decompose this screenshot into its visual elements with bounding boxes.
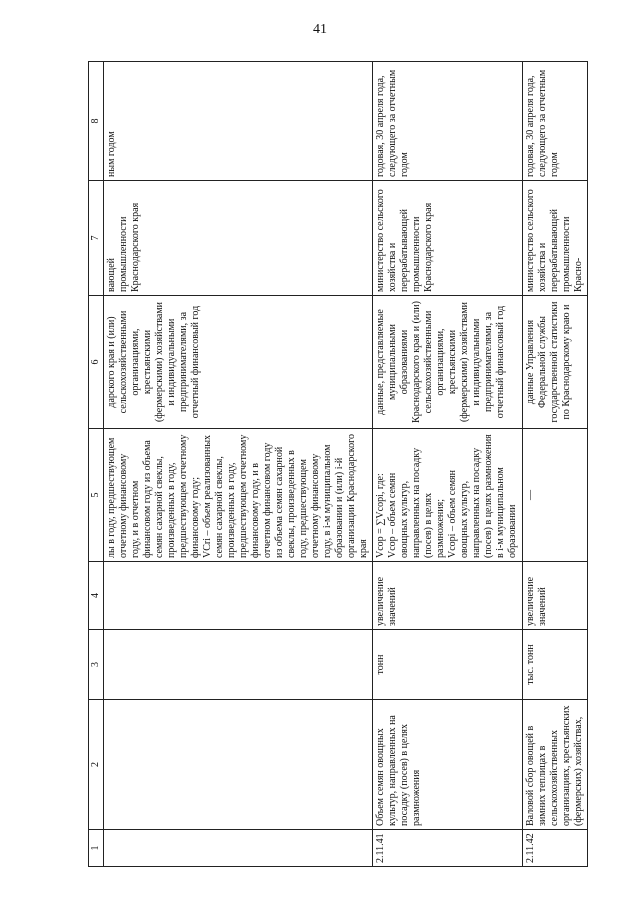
header-cell: 6 [89, 296, 104, 429]
indicator-name [104, 700, 373, 830]
rotated-table-container [88, 62, 582, 867]
header-cell: 4 [89, 562, 104, 630]
data-source: данные Управления Федеральной службы государственной статистики по Краснодарскому краю и [523, 296, 588, 429]
unit: тонн [373, 630, 523, 700]
header-cell: 3 [89, 630, 104, 700]
table-row [523, 62, 588, 867]
unit: тыс. тонн [523, 630, 588, 700]
indicator-name: Валовой сбор овощей в зимних теплицах в сельскохозяйственных организациях, крестьянских (фермерских) хозяйствах, [523, 700, 588, 830]
responsible-body: вающей промышленности Краснодарского края [104, 181, 373, 296]
indicator-table [88, 61, 588, 867]
responsible-body: министерство сельского хозяйства и перерабатывающей промышленности Краснодарского края [373, 181, 523, 296]
data-source: данные, представляемые муниципальными образованиями Краснодарского края и (или) сельскохозяйственными организациями, крестьянскими (фермерскими) хозяйствами и индивидуальными предпринимателями, за отчетный финансовый год [373, 296, 523, 429]
header-cell: 5 [89, 429, 104, 562]
row-number [104, 830, 373, 867]
indicator-name: Объем семян овощных культур, направленных на посадку (посев) в целях размножения [373, 700, 523, 830]
deadline: ным годом [104, 62, 373, 181]
formula: — [523, 429, 588, 562]
row-number: 2.11.42 [523, 830, 588, 867]
header-cell: 7 [89, 181, 104, 296]
table-row [104, 62, 373, 867]
header-cell: 1 [89, 830, 104, 867]
responsible-body: министерство сельского хозяйства и перерабатывающей промышленности Красно- [523, 181, 588, 296]
table-wrapper [88, 62, 582, 867]
header-cell: 2 [89, 700, 104, 830]
header-row [89, 62, 104, 867]
formula: Vсор = ∑Vсорi, где: Vсор – объем семян овощных культур, направленных на посадку (посев) в целях размножения; Vсорi – объем семян овощных культур, направленных на посадку (посев) в целях размножения в i-м муниципальном образовании [373, 429, 523, 562]
trend [104, 562, 373, 630]
formula: лы в году, предшествующем отчетному финансовому году, и в отчетном финансовом году из объема семян сахарной свеклы, произведенных в году, предшествующем отчетному финансовому году; VCri – объем реализованных семян сахарной свеклы, произведенных в году, предшествующем отчетному финансовому году, и в отчетном финансовом году из объема семян сахарной свеклы, произведенных в году, предшествующем отчетному финансовому году, в i-м муниципальном образовании и (или) i-й организации Краснодарского края [104, 429, 373, 562]
unit [104, 630, 373, 700]
trend: увеличение значений [373, 562, 523, 630]
data-source: дарского края и (или) сельскохозяйственными организациями, крестьянскими (фермерскими) хозяйствами и индивидуальными предпринимателями, за отчетный финансовый год [104, 296, 373, 429]
deadline: годовая, 30 апреля года, следующего за отчетным годом [373, 62, 523, 181]
header-cell: 8 [89, 62, 104, 181]
deadline: годовая, 30 апреля года, следующего за отчетным годом [523, 62, 588, 181]
table-row [373, 62, 523, 867]
page-number: 41 [313, 22, 327, 37]
trend: увеличение значений [523, 562, 588, 630]
row-number: 2.11.41 [373, 830, 523, 867]
